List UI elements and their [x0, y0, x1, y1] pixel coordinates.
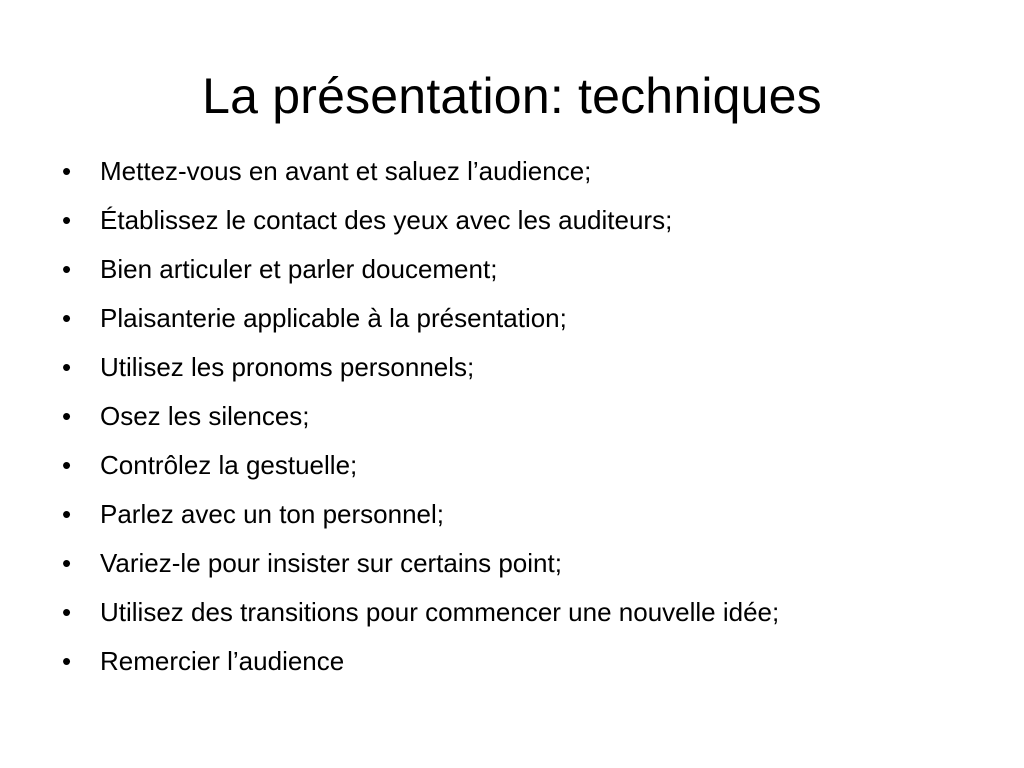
bullet-mark: • [62, 597, 72, 627]
bullet-item [62, 245, 982, 294]
bullet-mark: • [62, 156, 72, 186]
bullet-text: Parlez avec un ton personnel; [100, 499, 444, 529]
bullet-mark: • [62, 254, 72, 284]
bullet-item [62, 441, 982, 490]
bullet-mark: • [62, 303, 72, 333]
bullet-item [62, 539, 982, 588]
bullet-text: Osez les silences; [100, 401, 310, 431]
bullet-text: Plaisanterie applicable à la présentation; [100, 303, 567, 333]
bullet-mark: • [62, 548, 72, 578]
bullet-item [62, 294, 982, 343]
bullet-text: Contrôlez la gestuelle; [100, 450, 358, 480]
bullet-text: Utilisez les pronoms personnels; [100, 352, 475, 382]
bullet-item [62, 147, 982, 196]
bullet-item [62, 588, 982, 637]
bullet-text: Mettez-vous en avant et saluez l’audience; [100, 156, 592, 186]
bullet-text: Remercier l’audience [100, 646, 345, 676]
bullet-item [62, 392, 982, 441]
bullet-text: Établissez le contact des yeux avec les auditeurs; [100, 205, 673, 235]
bullet-mark: • [62, 499, 72, 529]
bullet-mark: • [62, 352, 72, 382]
bullet-mark: • [62, 205, 72, 235]
bullet-mark: • [62, 450, 72, 480]
bullet-item [62, 196, 982, 245]
bullet-mark: • [62, 646, 72, 676]
bullet-text: Utilisez des transitions pour commencer une nouvelle idée; [100, 597, 780, 627]
slide-title: La présentation: techniques [202, 68, 822, 124]
bullet-mark: • [62, 401, 72, 431]
bullet-text: Variez-le pour insister sur certains point; [100, 548, 562, 578]
bullet-text: Bien articuler et parler doucement; [100, 254, 498, 284]
bullet-list [62, 147, 982, 686]
bullet-item [62, 637, 982, 686]
bullet-item [62, 343, 982, 392]
bullet-item [62, 490, 982, 539]
